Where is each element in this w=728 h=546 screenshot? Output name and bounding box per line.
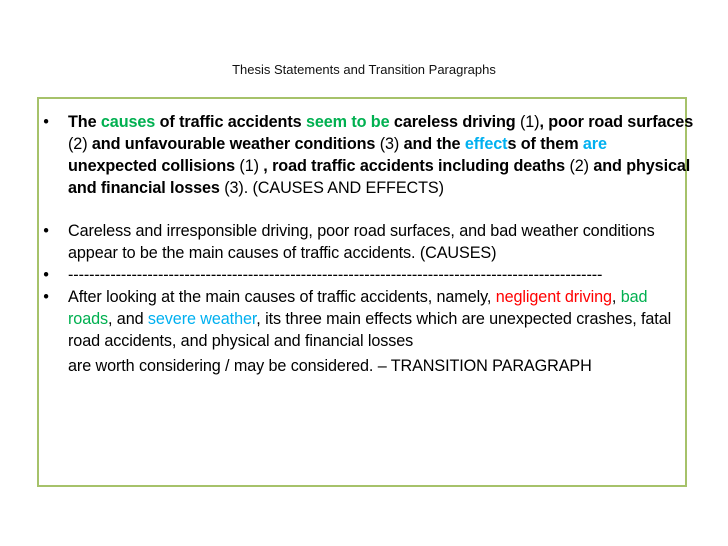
text-segment: , and	[108, 310, 148, 328]
text-segment: and unfavourable weather conditions	[87, 135, 380, 153]
dash-divider: -----------------------------------------------------------------------------------------------------	[68, 266, 603, 284]
highlight-are: are	[582, 135, 607, 153]
highlight-seem-to-be: seem to be	[305, 113, 390, 131]
text-segment: careless driving	[389, 113, 520, 131]
list-item-thesis	[36, 111, 696, 199]
text-segment: s of them	[507, 135, 583, 153]
text-segment: ,	[611, 288, 621, 306]
bullet-icon: •	[43, 266, 49, 284]
list-item-causes	[36, 220, 696, 264]
highlight-effect: effect	[464, 135, 508, 153]
slide-title: Thesis Statements and Transition Paragraphs	[232, 62, 496, 77]
highlight-bad-roads: bad roads	[68, 288, 648, 328]
text-segment: , poor road surfaces	[539, 113, 694, 131]
text-segment: of traffic accidents	[155, 113, 306, 131]
bullet-icon: •	[43, 288, 49, 306]
text-segment: (2)	[68, 135, 88, 153]
bullet-list	[36, 111, 696, 377]
text-segment: , its three main effects which are unexpected crashes, fatal road accidents, and physical and financial losses	[68, 310, 672, 350]
transition-text	[68, 288, 696, 377]
thesis-text	[68, 113, 693, 197]
text-segment-last-line: are worth considering / may be considered. – TRANSITION PARAGRAPH	[68, 357, 592, 375]
text-segment: , road traffic accidents including deaths	[258, 157, 570, 175]
highlight-causes: causes	[100, 113, 156, 131]
text-segment: The	[68, 113, 101, 131]
text-segment: unexpected collisions	[68, 157, 240, 175]
text-segment: and the	[399, 135, 465, 153]
highlight-severe-weather: severe weather	[147, 310, 257, 328]
list-item-transition	[36, 286, 696, 377]
text-segment: (1)	[239, 157, 259, 175]
text-segment: (1)	[519, 113, 540, 131]
text-segment: and physical and financial losses	[68, 157, 691, 197]
bullet-icon: •	[43, 222, 49, 240]
bullet-icon: •	[43, 113, 49, 131]
causes-text: Careless and irresponsible driving, poor road surfaces, and bad weather conditions appear to be the main causes of traffic accidents. (CAUSES)	[68, 222, 655, 262]
list-item-divider	[36, 264, 696, 286]
text-segment: After looking at the main causes of traffic accidents, namely,	[68, 288, 496, 306]
text-segment: (2)	[569, 157, 589, 175]
text-segment: (3). (CAUSES AND EFFECTS)	[224, 179, 444, 197]
highlight-negligent-driving: negligent driving	[495, 288, 612, 306]
text-segment: (3)	[379, 135, 400, 153]
